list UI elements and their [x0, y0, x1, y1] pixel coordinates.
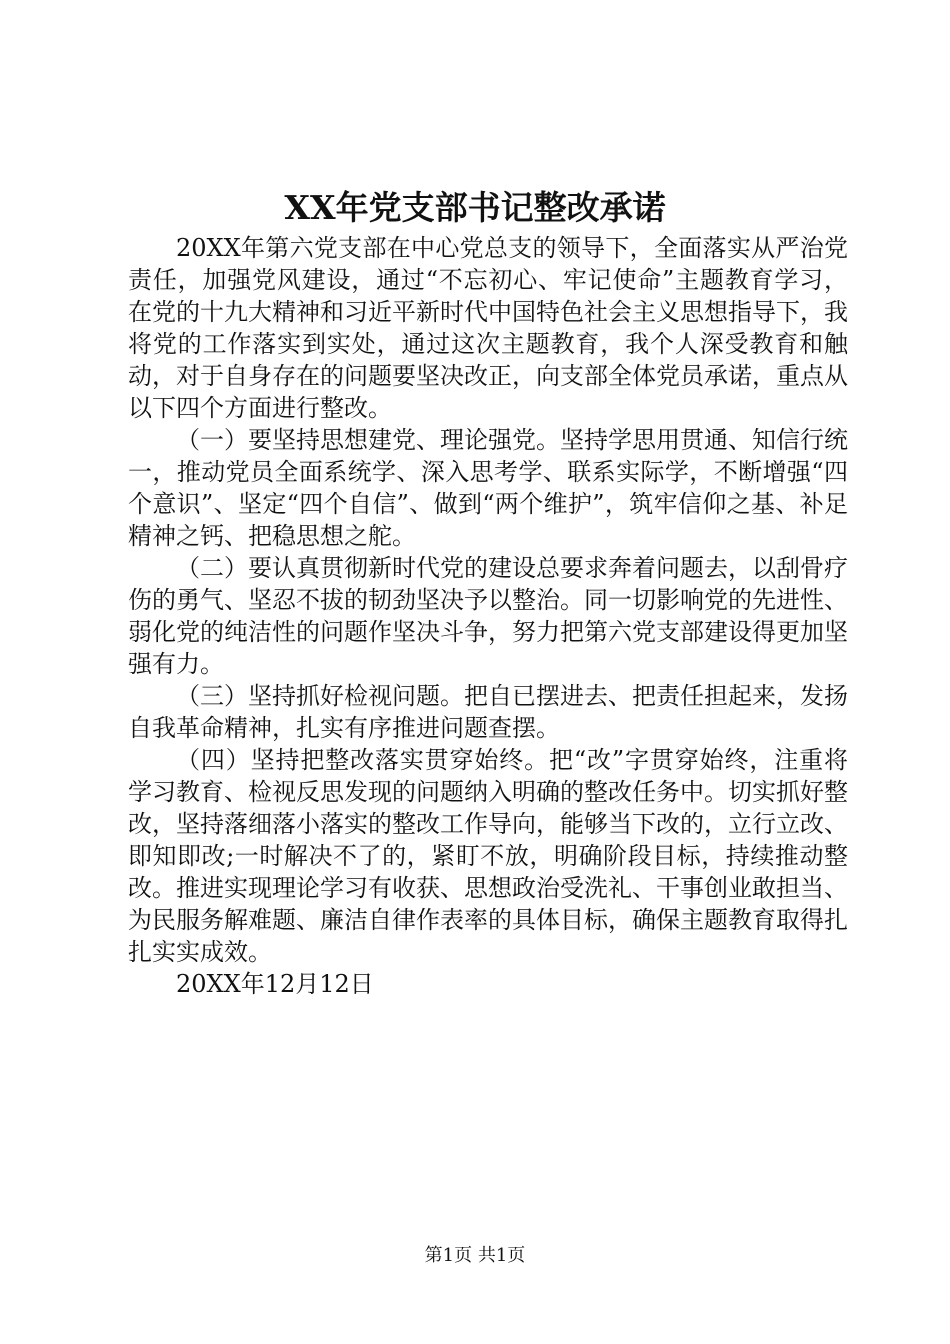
paragraph-item-3: （三）坚持抓好检视问题。把自已摆进去、把责任担起来，发扬自我革命精神，扎实有序推进问题查摆。: [128, 682, 848, 742]
document-body: [128, 232, 848, 1000]
paragraph-intro: 20XX年第六党支部在中心党总支的领导下，全面落实从严治党责任，加强党风建设，通过“不忘初心、牢记使命”主题教育学习，在党的十九大精神和习近平新时代中国特色社会主义思想指导下，我将党的工作落实到实处，通过这次主题教育，我个人深受教育和触动，对于自身存在的问题要坚决改正，向支部全体党员承诺，重点从以下四个方面进行整改。: [128, 234, 848, 422]
paragraph-item-1: （一）要坚持思想建党、理论强党。坚持学思用贯通、知信行统一，推动党员全面系统学、深入思考学、联系实际学，不断增强“四个意识”、坚定“四个自信”、做到“两个维护”，筑牢信仰之基、补足精神之钙、把稳思想之舵。: [128, 426, 848, 550]
document-title: XX年党支部书记整改承诺: [284, 188, 666, 227]
paragraph-item-2: （二）要认真贯彻新时代党的建设总要求奔着问题去，以刮骨疗伤的勇气、坚忍不拔的韧劲坚决予以整治。同一切影响党的先进性、弱化党的纯洁性的问题作坚决斗争，努力把第六党支部建设得更加坚强有力。: [128, 554, 848, 678]
page-footer: 第1页 共1页: [424, 1245, 526, 1266]
paragraph-item-4: （四）坚持把整改落实贯穿始终。把“改”字贯穿始终，注重将学习教育、检视反思发现的问题纳入明确的整改任务中。切实抓好整改，坚持落细落小落实的整改工作导向，能够当下改的，立行立改、即知即改;一时解决不了的，紧盯不放，明确阶段目标，持续推动整改。推进实现理论学习有收获、思想政治受洗礼、干事创业敢担当、为民服务解难题、廉洁自律作表率的具体目标，确保主题教育取得扎扎实实成效。: [128, 746, 848, 966]
document-date: 20XX年12月12日: [176, 970, 374, 998]
